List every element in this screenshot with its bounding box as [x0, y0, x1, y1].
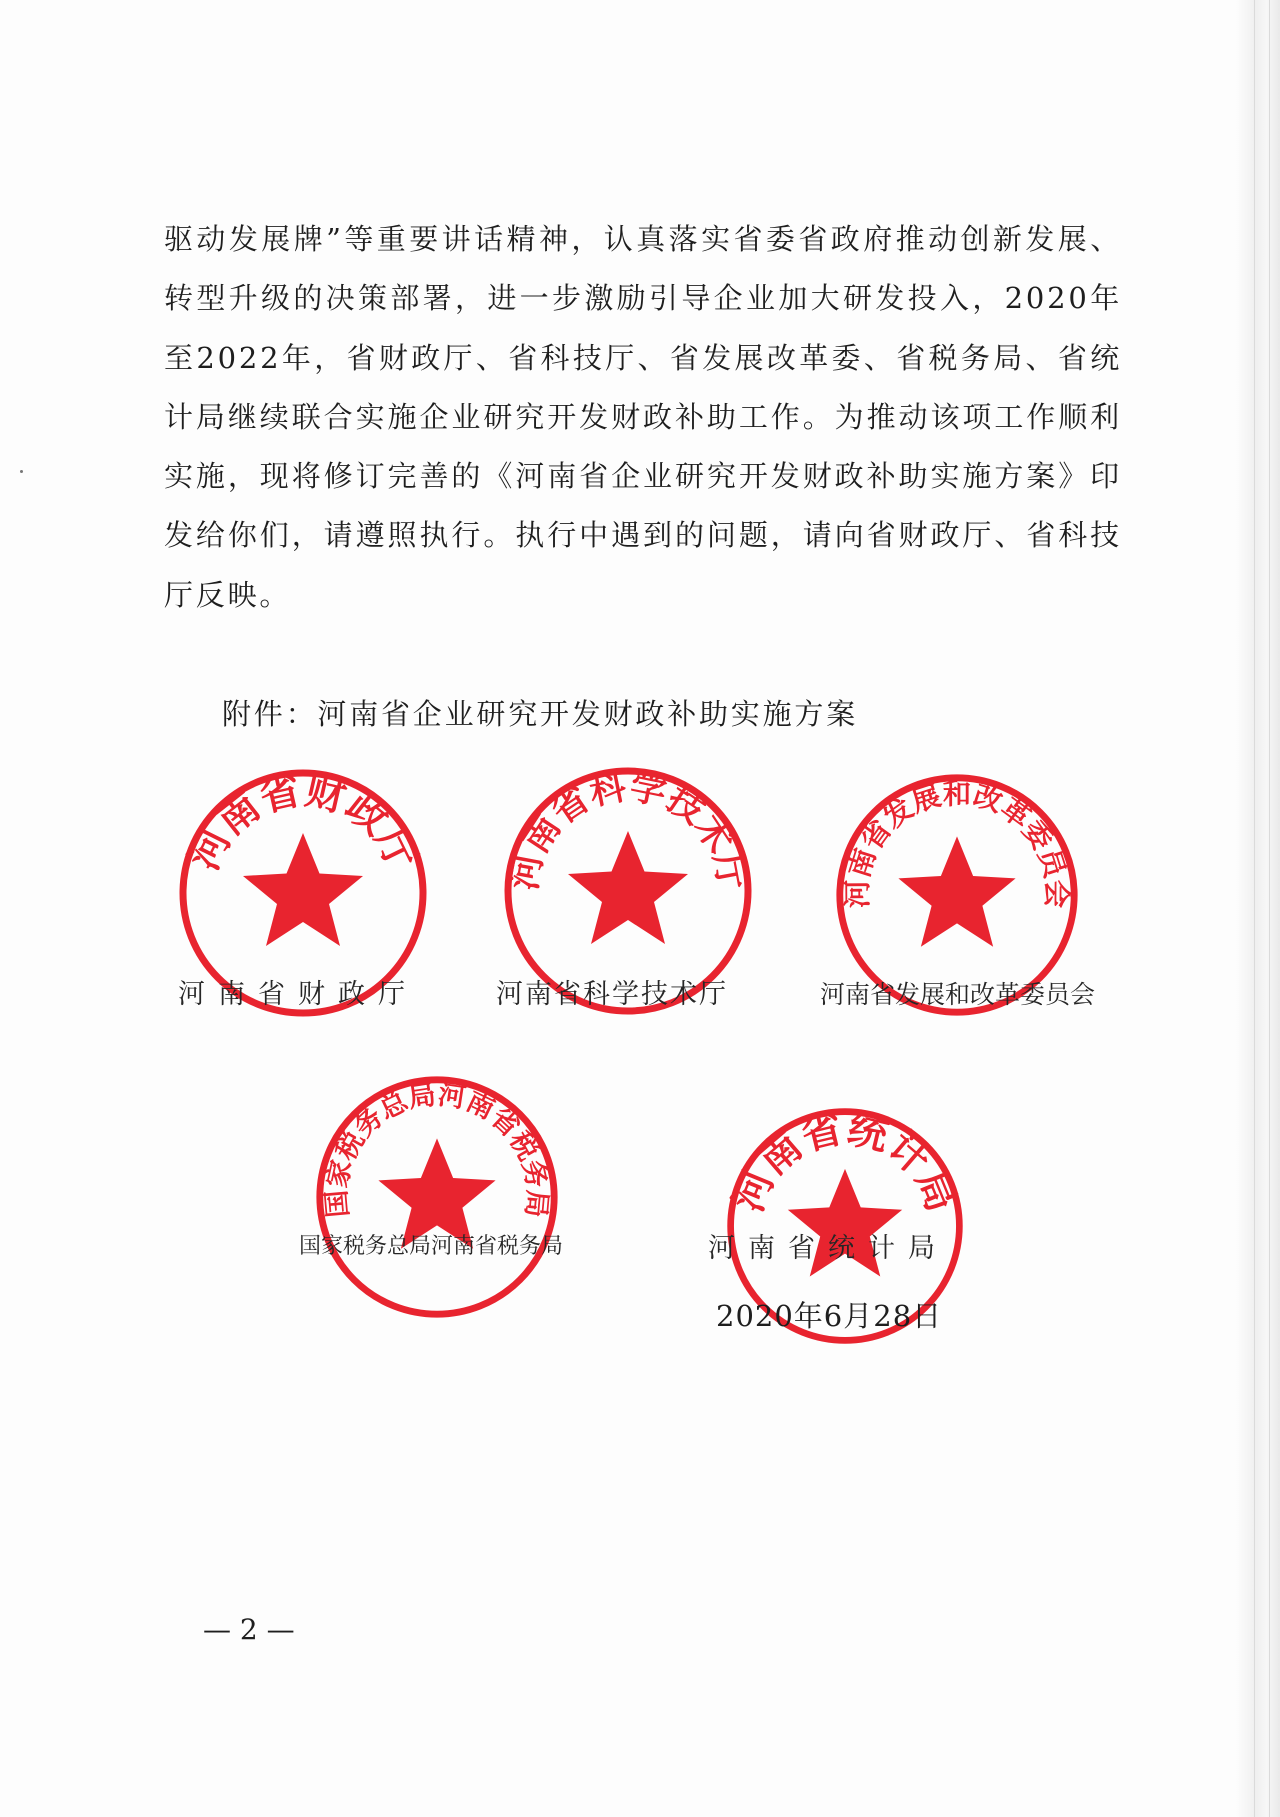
signature-statistics: 河南省统计局 — [708, 1233, 948, 1264]
scan-edge-shadow — [1236, 0, 1280, 1817]
signature-science: 河南省科学技术厅 — [496, 979, 728, 1010]
seal-star-icon — [243, 833, 363, 946]
seal-star-icon — [898, 836, 1015, 946]
signature-finance: 河南省财政厅 — [178, 979, 418, 1010]
seal-star-icon — [568, 831, 688, 944]
issue-date: 2020年6月28日 — [716, 1299, 943, 1333]
seal-science-text: 河南省科学技术厅 — [503, 766, 753, 894]
body-paragraph: 驱动发展牌”等重要讲话精神，认真落实省委省政府推动创新发展、转型升级的决策部署，进一步激励引导企业加大研发投入，2020年至2022年，省财政厅、省科技厅、省发展改革委、省税务局、省统计局继续联合实施企业研究开发财政补助工作。为推动该项工作顺利实施，现将修订完善的《河南省企业研究开发财政补助实施方案》印发给你们，请遵照执行。执行中遇到的问题，请向省财政厅、省科技厅反映。 — [164, 222, 1122, 612]
scan-speck — [20, 470, 23, 473]
seal-development-text: 河南省发展和改革委员会 — [841, 777, 1073, 909]
seal-statistics-text: 河南省统计局 — [725, 1105, 965, 1219]
signature-development: 河南省发展和改革委员会 — [820, 980, 1096, 1009]
seal-tax — [312, 1072, 562, 1322]
page-number: — 2 — — [203, 1613, 295, 1646]
scan-edge-line — [1254, 0, 1255, 1817]
seal-finance-text: 河南省财政厅 — [181, 767, 425, 878]
attachment-line: 附件：河南省企业研究开发财政补助实施方案 — [222, 697, 859, 731]
seal-tax-text: 国家税务总局河南省税务局 — [321, 1079, 553, 1219]
signature-tax: 国家税务总局河南省税务局 — [299, 1234, 564, 1259]
scan-edge-line — [1269, 0, 1270, 1817]
